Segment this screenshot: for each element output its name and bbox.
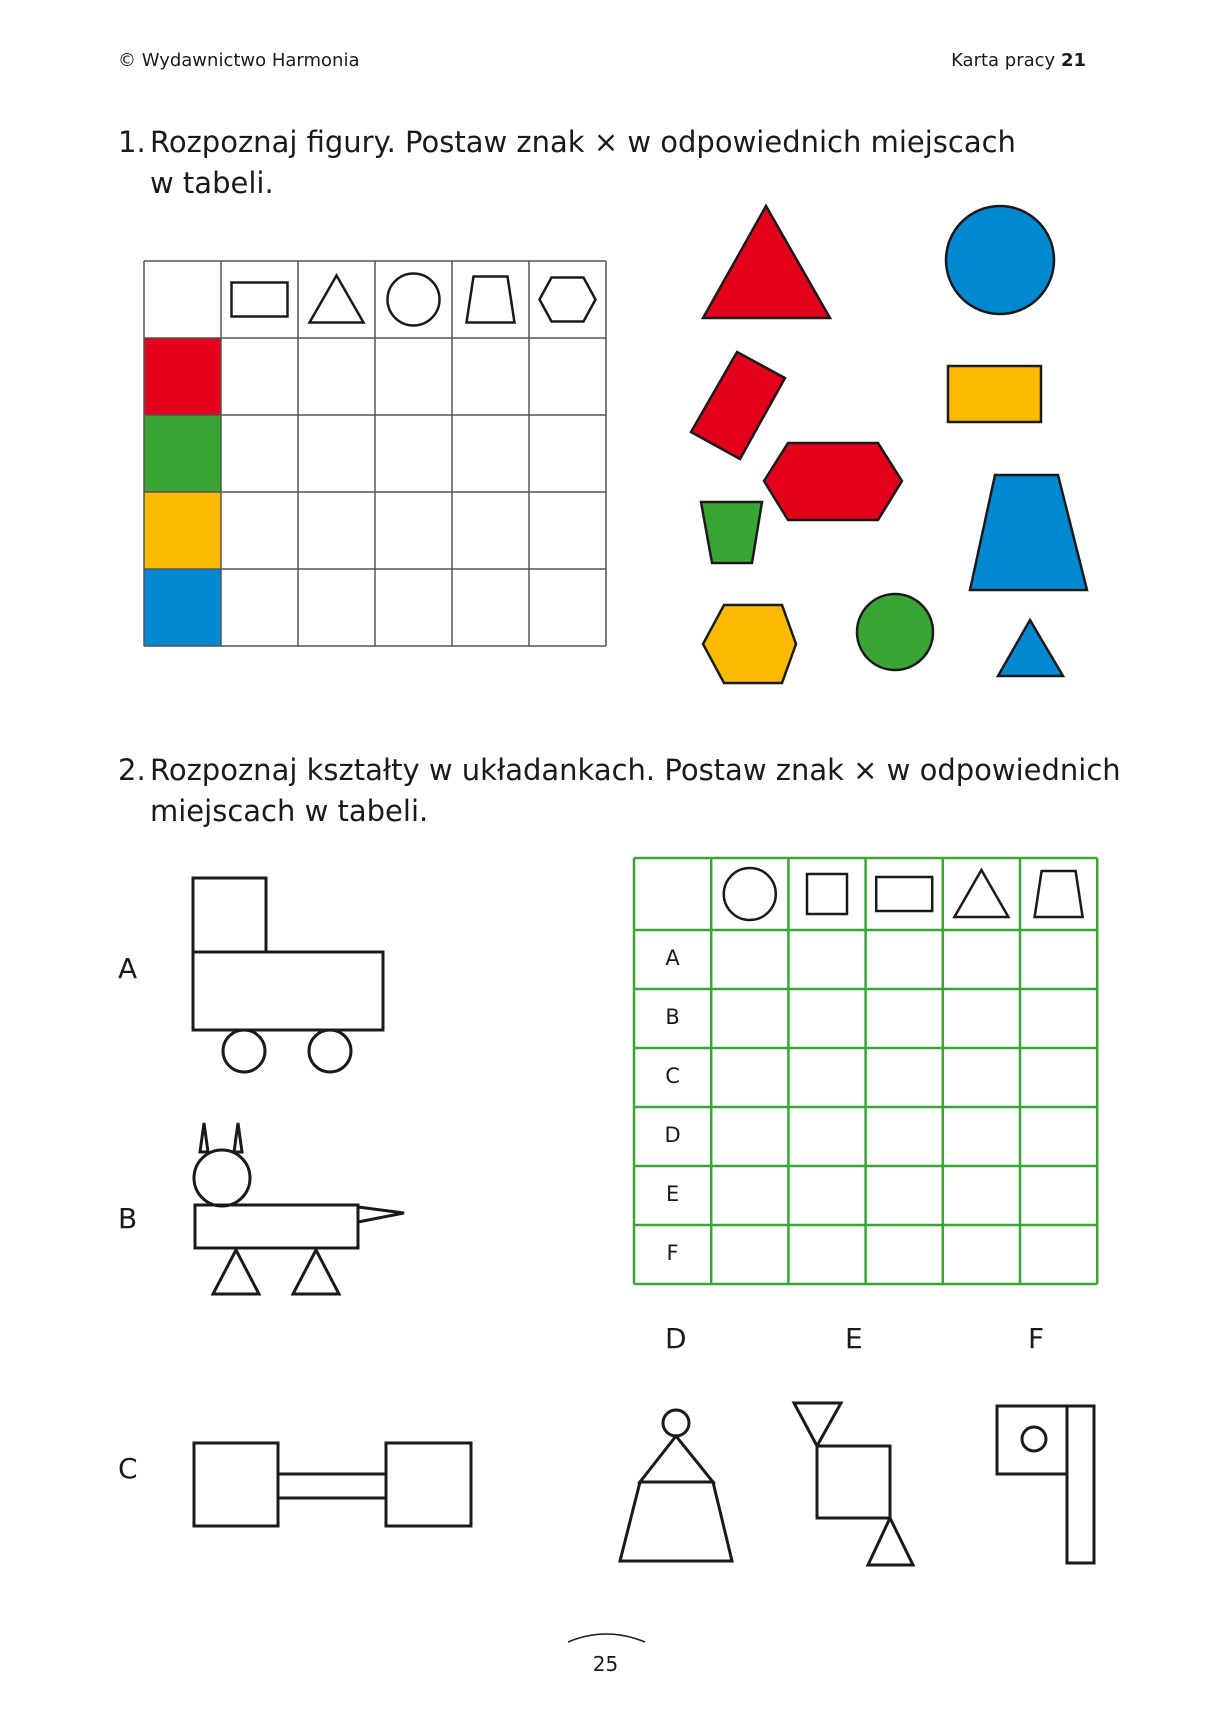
puzzle-label-f: F <box>1028 1322 1045 1355</box>
task1-line1: Rozpoznaj figury. Postaw znak × w odpowiednich miejscach <box>150 125 1016 159</box>
task2-line2: miejscach w tabeli. <box>150 794 429 828</box>
row-label: B <box>665 1005 680 1029</box>
row-label: C <box>665 1064 680 1088</box>
publisher-label: © Wydawnictwo Harmonia <box>118 50 360 71</box>
task1-line2: w tabeli. <box>150 166 274 200</box>
worksheet-number: 21 <box>1060 50 1086 71</box>
row-label: F <box>666 1241 679 1265</box>
row-label: E <box>665 1182 680 1206</box>
task2-line1: Rozpoznaj kształty w układankach. Postaw znak × w odpowiednich <box>150 753 1121 787</box>
task2-number: 2. <box>118 753 146 787</box>
puzzle-label-d: D <box>665 1322 687 1355</box>
puzzle-label-a: A <box>118 952 138 985</box>
worksheet-label-text: Karta pracy <box>951 50 1056 71</box>
puzzle-label-e: E <box>845 1322 863 1355</box>
puzzle-label-b: B <box>118 1202 138 1235</box>
row-label: A <box>665 946 680 970</box>
page-number: 25 <box>592 1652 619 1676</box>
puzzle-label-c: C <box>118 1452 138 1485</box>
row-label: D <box>664 1123 681 1147</box>
task1-number: 1. <box>118 125 146 159</box>
